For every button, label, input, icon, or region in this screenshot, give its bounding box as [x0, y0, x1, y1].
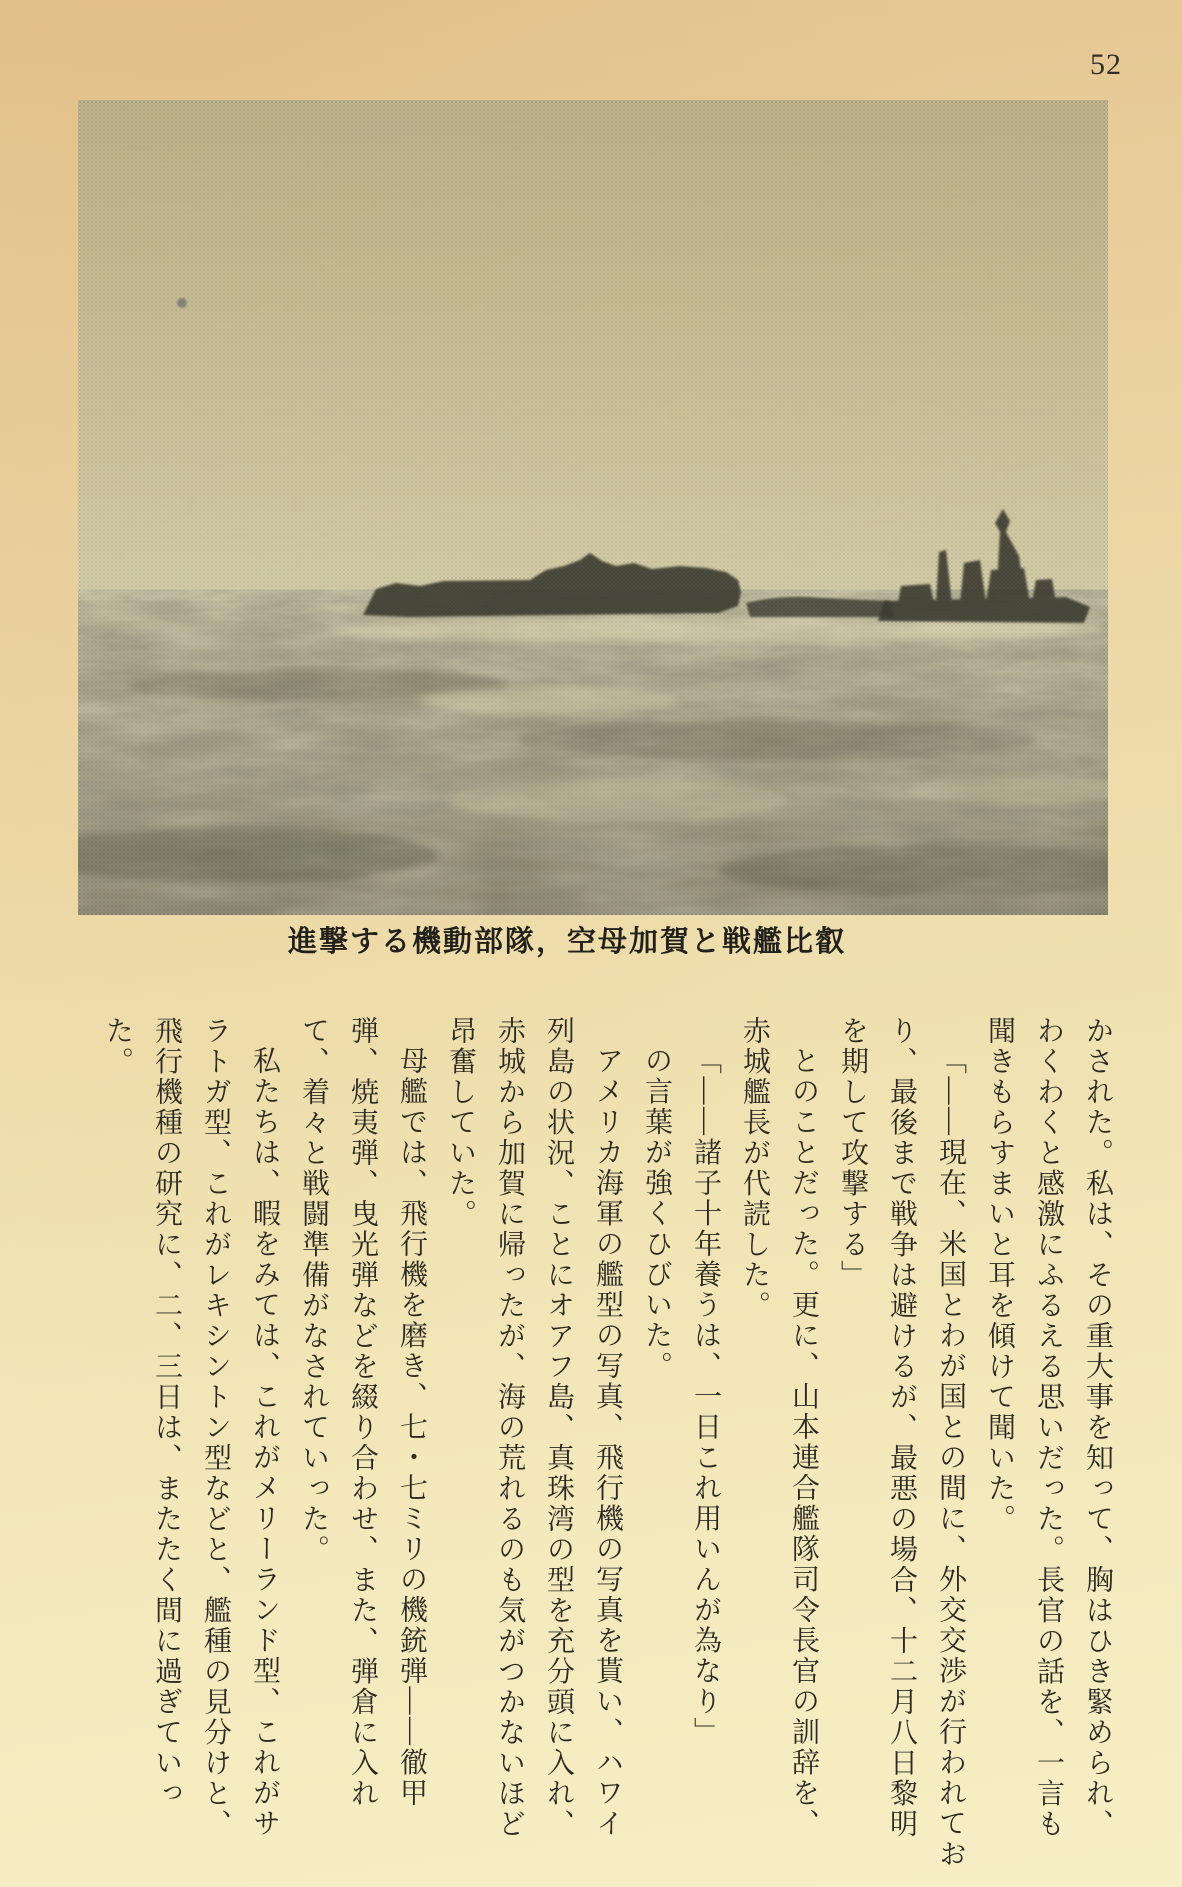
photo-caption: 進撃する機動部隊，空母加賀と戦艦比叡 — [287, 926, 846, 958]
text-column: とのことだった。更に、山本連合艦隊司令長官の訓辞を、 — [788, 1046, 819, 1839]
text-column: 列島の状況、ことにオアフ島、真珠湾の型を充分頭に入れ、 — [543, 1016, 574, 1840]
text-column: 「――諸子十年養うは、一日これ用いんが為なり」 — [690, 1046, 721, 1748]
text-column: 私たちは、暇をみては、これがメリーランド型、これがサ — [249, 1046, 280, 1839]
text-column: 弾、焼夷弾、曳光弾などを綴り合わせ、また、弾倉に入れ — [347, 1016, 378, 1809]
text-column: を期して攻撃する」 — [837, 1016, 868, 1291]
text-column: て、着々と戦闘準備がなされていった。 — [298, 1016, 329, 1565]
text-column: わくわくと感激にふるえる思いだった。長官の話を、一言も — [1033, 1016, 1064, 1840]
text-column: り、最後まで戦争は避けるが、最悪の場合、十二月八日黎明 — [886, 1016, 917, 1840]
text-column: 母艦では、飛行機を磨き、七・七ミリの機銃弾――徹甲 — [396, 1046, 427, 1809]
body-text — [88, 1016, 1117, 1874]
text-column: かされた。私は、その重大事を知って、胸はひき緊められ、 — [1082, 1016, 1113, 1840]
text-column: た。 — [102, 1016, 133, 1077]
text-column: ラトガ型、これがレキシントン型などと、艦種の見分けと、 — [200, 1016, 231, 1840]
text-column: アメリカ海軍の艦型の写真、飛行機の写真を貰い、ハワイ — [592, 1046, 623, 1839]
photo-sky-speck — [177, 298, 187, 308]
text-column: 赤城艦長が代読した。 — [739, 1016, 770, 1321]
text-column: 聞きもらすまいと耳を傾けて聞いた。 — [984, 1016, 1015, 1535]
text-column: 「――現在、米国とわが国との間に、外交交渉が行われてお — [935, 1046, 966, 1870]
text-column: の言葉が強くひびいた。 — [641, 1046, 672, 1382]
warships-photo-image — [78, 100, 1108, 915]
photo — [78, 100, 1108, 915]
text-column: 昂奮していた。 — [445, 1016, 476, 1230]
text-column: 飛行機種の研究に、二、三日は、またたく間に過ぎていっ — [151, 1016, 182, 1809]
text-column: 赤城から加賀に帰ったが、海の荒れるのも気がつかないほど — [494, 1016, 525, 1840]
page-number: 52 — [1090, 48, 1122, 81]
